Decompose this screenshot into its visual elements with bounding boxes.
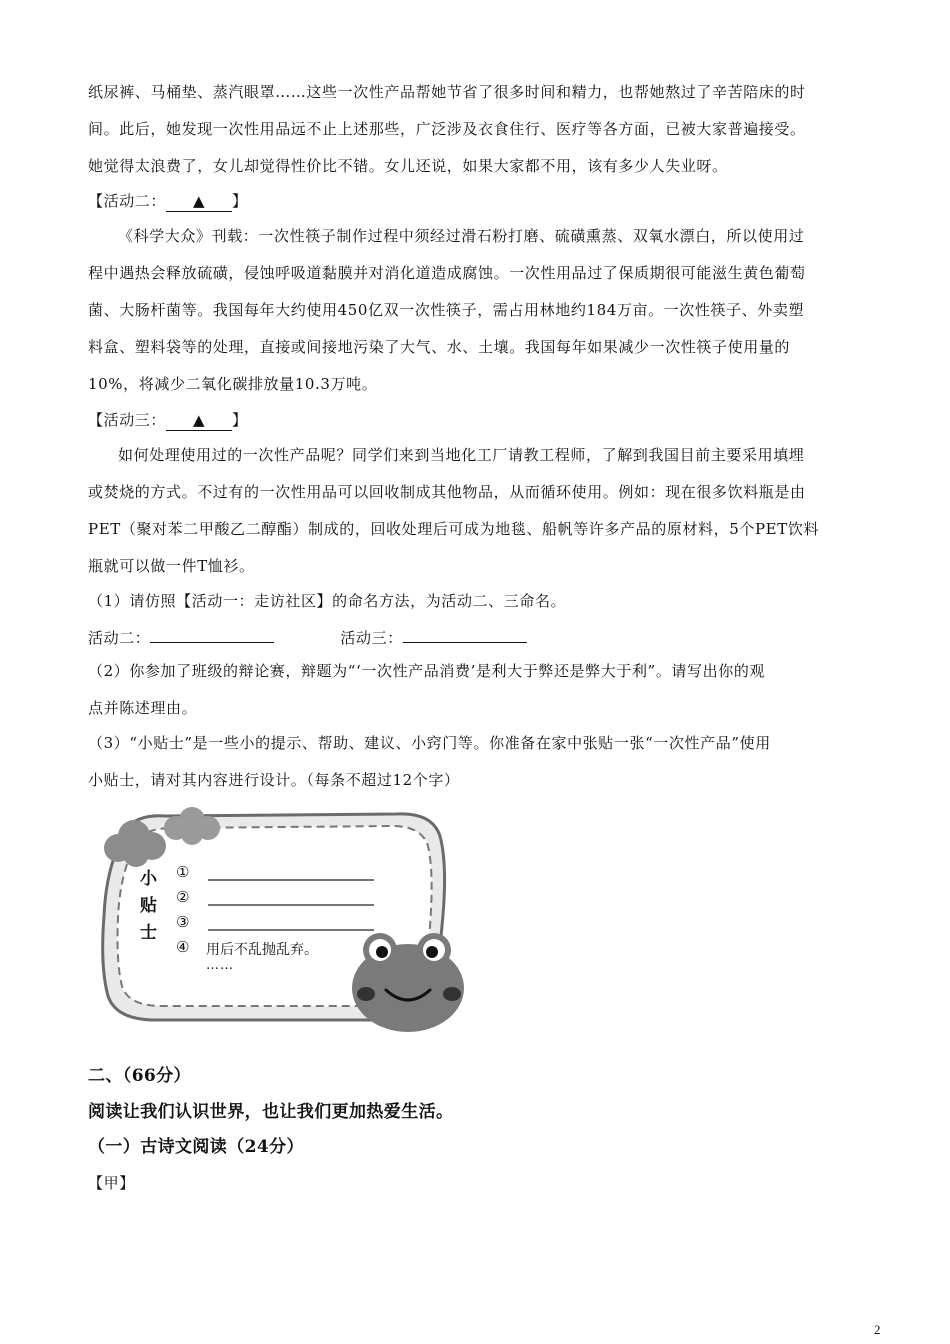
activity-two-close: 】 bbox=[232, 192, 248, 210]
text-line: 程中遇热会释放硫磺，侵蚀呼吸道黏膜并对消化道造成腐蚀。一次性用品过了保质期很可能滋生黄色葡萄 bbox=[88, 264, 806, 282]
tip-title-char: 贴 bbox=[140, 896, 157, 916]
question-3: （3）“小贴士”是一些小的提示、帮助、建议、小窍门等。你准备在家中张贴一张“一次性产品”使用 bbox=[88, 734, 771, 752]
answer-label-activity-three: 活动三： bbox=[340, 629, 403, 647]
tip-card-title bbox=[140, 866, 160, 947]
text-line: 点并陈述理由。 bbox=[88, 699, 198, 717]
section-two-heading: 二、（66分） bbox=[88, 1066, 191, 1086]
tip-item-number: ③ bbox=[176, 913, 190, 931]
tip-item-number: ④ bbox=[176, 938, 190, 956]
text-line: PET（聚对苯二甲酸乙二醇酯）制成的，回收处理后可成为地毯、船帆等许多产品的原材料，5个PET饮料 bbox=[88, 520, 820, 538]
text-line: 10%，将减少二氧化碳排放量10.3万吨。 bbox=[88, 375, 378, 393]
page-number: 2 bbox=[874, 1322, 881, 1337]
section-two-intro: 阅读让我们认识世界，也让我们更加热爱生活。 bbox=[88, 1102, 454, 1122]
tip-item-number: ① bbox=[176, 863, 190, 881]
cloud-icon bbox=[164, 807, 220, 845]
text-line: 料盒、塑料袋等的处理，直接或间接地污染了大气、水、土壤。我国每年如果减少一次性筷子使用量的 bbox=[88, 338, 791, 356]
question-2: （2）你参加了班级的辩论赛，辩题为“‘一次性产品消费’是利大于弊还是弊大于利”。请写出你的观 bbox=[88, 662, 766, 680]
question-1: （1）请仿照【活动一：走访社区】的命名方法，为活动二、三命名。 bbox=[88, 592, 567, 610]
text-line: 小贴士，请对其内容进行设计。（每条不超过12个字） bbox=[88, 771, 460, 789]
question-1-answers bbox=[88, 626, 858, 648]
activity-three-heading bbox=[88, 410, 858, 431]
tip-item-text: 用后不乱抛乱弃。 bbox=[206, 942, 318, 958]
tip-title-char: 小 bbox=[140, 869, 157, 889]
answer-blank-activity-two[interactable] bbox=[150, 626, 274, 643]
activity-two-open: 【活动二： bbox=[88, 192, 167, 210]
text-line: 或焚烧的方式。不过有的一次性用品可以回收制成其他物品，从而循环使用。例如：现在很多饮料瓶是由 bbox=[88, 483, 806, 501]
text-line: 她觉得太浪费了，女儿却觉得性价比不错。女儿还说，如果大家都不用，该有多少人失业呀。 bbox=[88, 157, 728, 175]
text-line: 间。此后，她发现一次性用品远不止上述那些，广泛涉及衣食住行、医疗等各方面，已被大家普遍接受。 bbox=[88, 120, 806, 138]
tip-ellipsis: …… bbox=[206, 958, 234, 973]
activity-three-close: 】 bbox=[232, 411, 248, 429]
tip-title-char: 士 bbox=[140, 923, 157, 943]
text-line: 纸尿裤、马桶垫、蒸汽眼罩……这些一次性产品帮她节省了很多时间和精力，也帮她熬过了辛苦陪床的时 bbox=[88, 83, 806, 101]
activity-two-blank: ▲ bbox=[166, 191, 232, 212]
text-line: 《科学大众》刊载：一次性筷子制作过程中须经过滑石粉打磨、硫磺熏蒸、双氧水漂白，所以使用过 bbox=[118, 227, 805, 245]
passage-label-jia: 【甲】 bbox=[88, 1174, 135, 1192]
tip-item-number: ② bbox=[176, 888, 190, 906]
tip-card-figure bbox=[96, 806, 468, 1034]
activity-three-blank: ▲ bbox=[166, 410, 232, 431]
text-line: 瓶就可以做一件T恤衫。 bbox=[88, 557, 255, 575]
activity-three-open: 【活动三： bbox=[88, 411, 167, 429]
frog-icon bbox=[352, 933, 464, 1032]
text-line: 如何处理使用过的一次性产品呢？同学们来到当地化工厂请教工程师，了解到我国目前主要采用填埋 bbox=[118, 446, 805, 464]
answer-label-activity-two: 活动二： bbox=[88, 629, 151, 647]
subsection-heading: （一）古诗文阅读（24分） bbox=[88, 1137, 304, 1157]
text-line: 菌、大肠杆菌等。我国每年大约使用450亿双一次性筷子，需占用林地约184万亩。一次性筷子、外卖塑 bbox=[88, 301, 805, 319]
activity-two-heading bbox=[88, 191, 858, 212]
answer-blank-activity-three[interactable] bbox=[403, 626, 527, 643]
